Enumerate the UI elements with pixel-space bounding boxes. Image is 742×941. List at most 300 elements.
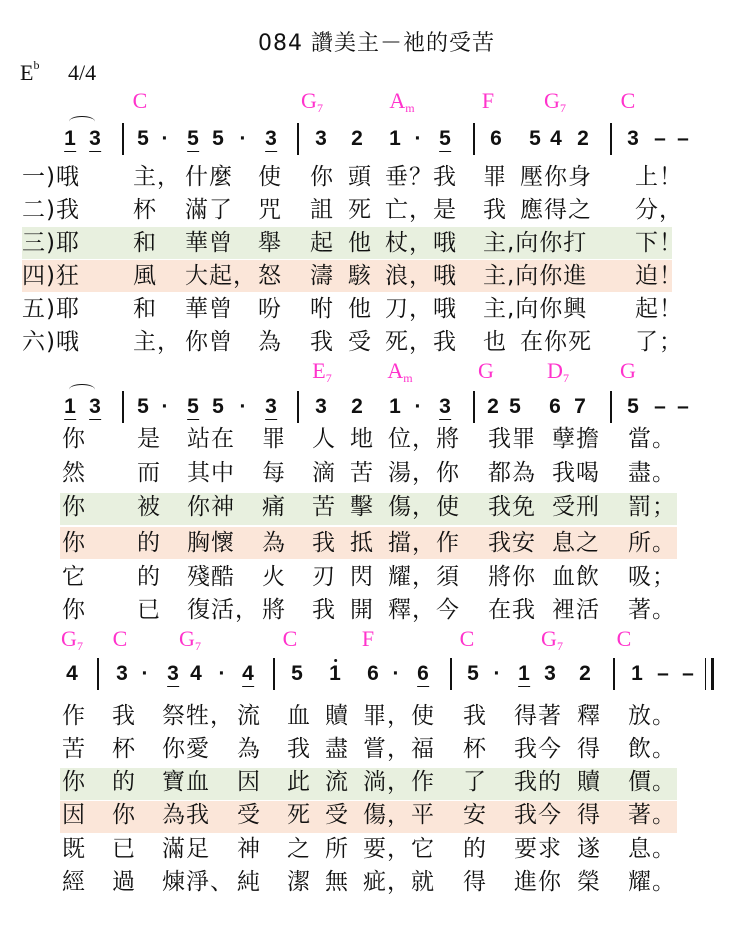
- chord-root: F: [481, 88, 495, 113]
- note: 3: [167, 662, 179, 685]
- note: 5: [291, 662, 303, 685]
- lyric-syllable: 息之: [552, 530, 600, 556]
- lyric-syllable: 已: [137, 597, 161, 623]
- chord-label: [460, 626, 475, 652]
- lyric-syllable: 你: [62, 426, 86, 452]
- chord-quality: m: [405, 101, 415, 115]
- lyric-syllable: 我: [312, 530, 336, 556]
- lyric-syllable: 杯: [133, 197, 157, 223]
- lyric-syllable: 得: [463, 869, 487, 895]
- lyric-syllable: 我: [463, 703, 487, 729]
- lyric-syllable: 之: [287, 836, 311, 862]
- note: 3: [439, 395, 451, 418]
- lyric-syllable: 他: [348, 230, 372, 256]
- lyric-syllable: 我今: [514, 736, 562, 762]
- lyric-syllable: 每: [262, 460, 286, 486]
- lyric-syllable: 主,向你興: [483, 296, 588, 322]
- bar-line: [122, 123, 124, 155]
- lyric-syllable: 得: [577, 802, 601, 828]
- lyric-syllable: 死: [287, 802, 311, 828]
- lyric-syllable: 咒: [258, 197, 282, 223]
- lyric-syllable: 主,向你進: [483, 263, 588, 289]
- note: 1: [64, 127, 76, 150]
- lyric-syllable: 要，它: [363, 836, 435, 862]
- lyric-syllable: 當。: [628, 426, 676, 452]
- lyric-syllable: 胸懷: [187, 530, 235, 556]
- chord-quality: 7: [559, 101, 566, 115]
- lyric-syllable: 經: [62, 869, 86, 895]
- lyric-syllable: 迫！: [635, 263, 683, 289]
- chord-quality: 7: [76, 639, 83, 653]
- note: 3: [315, 395, 327, 418]
- lyric-syllable: 死: [348, 197, 372, 223]
- lyric-syllable: 你愛: [162, 736, 210, 762]
- bar-line: [473, 391, 475, 423]
- lyric-syllable: 壓你身: [520, 164, 592, 190]
- lyric-syllable: 將你: [488, 564, 536, 590]
- lyric-syllable: 吸；: [628, 564, 676, 590]
- lyric-syllable: 血: [287, 703, 311, 729]
- lyric-syllable: 作: [62, 703, 86, 729]
- lyric-syllable: 裡活: [552, 597, 600, 623]
- lyric-syllable: 死，我: [385, 329, 457, 355]
- lyric-syllable: 此: [287, 769, 311, 795]
- dot-duration: ·: [414, 395, 422, 418]
- chord-label: [544, 88, 566, 114]
- lyric-syllable: 耀。: [628, 869, 676, 895]
- lyric-syllable: 什麼: [185, 164, 233, 190]
- chord-root: G: [541, 626, 557, 651]
- lyric-syllable: 苦: [62, 736, 86, 762]
- lyric-syllable: 濤: [310, 263, 334, 289]
- key-signature: [20, 60, 39, 86]
- lyric-syllable: 亡，是: [385, 197, 457, 223]
- chord-label: [362, 626, 374, 652]
- lyric-syllable: 它: [62, 564, 86, 590]
- lyric-syllable: 純: [237, 869, 261, 895]
- lyric-syllable: 是: [137, 426, 161, 452]
- lyric-syllable: 駭: [348, 263, 372, 289]
- lyric-syllable: 分，: [635, 197, 683, 223]
- chord-quality: m: [403, 371, 413, 385]
- lyric-syllable: 的: [137, 530, 161, 556]
- lyric-syllable: 疵，就: [363, 869, 435, 895]
- dot-duration: ·: [239, 127, 247, 150]
- note: 4: [550, 127, 562, 150]
- note: 5: [137, 395, 149, 418]
- lyric-syllable: 舉: [258, 230, 282, 256]
- lyric-syllable: 流: [237, 703, 261, 729]
- lyric-syllable: 其中: [187, 460, 235, 486]
- lyric-syllable: 孽擔: [552, 426, 600, 452]
- lyric-syllable: 罪: [483, 164, 507, 190]
- note: 1: [64, 395, 76, 418]
- lyric-syllable: 受: [237, 802, 261, 828]
- lyric-syllable: 都為: [488, 460, 536, 486]
- chord-root: G: [301, 88, 317, 113]
- note: 2: [351, 395, 363, 418]
- lyric-syllable: 咐: [310, 296, 334, 322]
- lyric-syllable: 傷，使: [388, 494, 460, 520]
- dot-duration: ·: [493, 662, 501, 685]
- dash-sustain: –: [682, 662, 694, 685]
- lyric-syllable: 寶血: [162, 769, 210, 795]
- lyric-syllable: 復活，: [187, 597, 259, 623]
- lyric-syllable: 抵: [350, 530, 374, 556]
- chord-label: [478, 358, 494, 384]
- lyric-syllable: 榮: [577, 869, 601, 895]
- chord-root: F: [361, 626, 375, 651]
- note: 4: [242, 662, 254, 685]
- lyric-syllable: 然: [62, 460, 86, 486]
- lyric-syllable: 受: [325, 802, 349, 828]
- lyric-syllable: 我的: [514, 769, 562, 795]
- lyric-syllable: 所。: [628, 530, 676, 556]
- lyric-syllable: 吩: [258, 296, 282, 322]
- lyric-syllable: 嘗，福: [363, 736, 435, 762]
- note: 1: [329, 662, 341, 685]
- note: 3: [265, 395, 277, 418]
- note: 4: [190, 662, 202, 685]
- lyric-syllable: 位，將: [388, 426, 460, 452]
- chord-root: C: [112, 626, 128, 651]
- lyric-syllable: 盡。: [628, 460, 676, 486]
- lyric-syllable: 怒: [258, 263, 282, 289]
- lyric-syllable: 了；: [635, 329, 683, 355]
- chord-quality: 7: [316, 101, 323, 115]
- lyric-syllable: 既: [62, 836, 86, 862]
- lyric-syllable: 主,向你打: [483, 230, 588, 256]
- lyric-syllable: 起: [310, 230, 334, 256]
- lyric-syllable: 應得之: [520, 197, 592, 223]
- note: 1: [631, 662, 643, 685]
- dash-sustain: –: [654, 127, 666, 150]
- note: 3: [544, 662, 556, 685]
- dash-sustain: –: [677, 395, 689, 418]
- lyric-syllable: 而: [137, 460, 161, 486]
- chord-root: G: [478, 358, 494, 383]
- lyric-syllable: 放。: [628, 703, 676, 729]
- chord-label: [389, 88, 414, 114]
- note: 3: [265, 127, 277, 150]
- lyric-syllable: 我喝: [552, 460, 600, 486]
- key-note: E: [20, 60, 34, 85]
- note: 5: [137, 127, 149, 150]
- dash-sustain: –: [654, 395, 666, 418]
- lyric-syllable: 二)我: [22, 197, 80, 223]
- chord-label: [387, 358, 412, 384]
- bar-line: [297, 391, 299, 423]
- note: 7: [574, 395, 586, 418]
- note: 1: [389, 127, 401, 150]
- lyric-syllable: 杯: [112, 736, 136, 762]
- bar-line: [273, 658, 275, 690]
- lyric-syllable: 苦: [312, 494, 336, 520]
- lyric-syllable: 四)狂: [22, 263, 80, 289]
- lyric-syllable: 你曾: [185, 329, 233, 355]
- bar-line: [450, 658, 452, 690]
- lyric-syllable: 擊: [350, 494, 374, 520]
- chord-root: C: [132, 88, 148, 113]
- lyric-syllable: 已: [112, 836, 136, 862]
- lyric-syllable: 你神: [187, 494, 235, 520]
- lyric-syllable: 將: [262, 597, 286, 623]
- note: 1: [518, 662, 530, 685]
- dot-duration: ·: [239, 395, 247, 418]
- chord-quality: 7: [562, 371, 569, 385]
- bar-line: [122, 391, 124, 423]
- lyric-syllable: 為: [258, 329, 282, 355]
- lyric-syllable: 殘酷: [187, 564, 235, 590]
- lyric-syllable: 神: [237, 836, 261, 862]
- lyric-syllable: 為: [237, 736, 261, 762]
- lyric-syllable: 你: [62, 530, 86, 556]
- lyric-syllable: 的: [137, 564, 161, 590]
- chord-root: G: [544, 88, 560, 113]
- lyric-syllable: 耀，須: [388, 564, 460, 590]
- lyric-syllable: 你: [62, 597, 86, 623]
- lyric-syllable: 罪，使: [363, 703, 435, 729]
- lyric-syllable: 價。: [628, 769, 676, 795]
- lyric-syllable: 盡: [325, 736, 349, 762]
- lyric-syllable: 我: [112, 703, 136, 729]
- lyric-syllable: 我今: [514, 802, 562, 828]
- lyric-syllable: 杯: [463, 736, 487, 762]
- chord-quality: 7: [325, 371, 332, 385]
- lyric-syllable: 主，: [133, 329, 181, 355]
- bar-line: [297, 123, 299, 155]
- slur-mark: [69, 384, 95, 395]
- lyric-syllable: 我: [287, 736, 311, 762]
- lyric-syllable: 和: [133, 296, 157, 322]
- lyric-syllable: 過: [112, 869, 136, 895]
- lyric-syllable: 使: [258, 164, 282, 190]
- lyric-syllable: 流: [325, 769, 349, 795]
- chord-root: G: [620, 358, 636, 383]
- lyric-syllable: 在你死: [520, 329, 592, 355]
- lyric-syllable: 的: [463, 836, 487, 862]
- lyric-syllable: 閃: [350, 564, 374, 590]
- chord-label: [620, 358, 636, 384]
- chord-quality: 7: [556, 639, 563, 653]
- lyric-syllable: 你: [62, 494, 86, 520]
- note: 2: [487, 395, 499, 418]
- chord-label: [283, 626, 298, 652]
- note: 3: [89, 395, 101, 418]
- lyric-syllable: 因: [237, 769, 261, 795]
- lyric-syllable: 被: [137, 494, 161, 520]
- lyric-syllable: 刃: [312, 564, 336, 590]
- lyric-syllable: 苦: [350, 460, 374, 486]
- lyric-syllable: 人: [312, 426, 336, 452]
- lyric-syllable: 頭: [348, 164, 372, 190]
- lyric-syllable: 釋，今: [388, 597, 460, 623]
- bar-line: [473, 123, 475, 155]
- lyric-syllable: 和: [133, 230, 157, 256]
- lyric-syllable: 垂？我: [385, 164, 457, 190]
- note: 5: [187, 395, 199, 418]
- lyric-syllable: 我: [483, 197, 507, 223]
- dot-duration: ·: [161, 395, 169, 418]
- lyric-syllable: 因: [62, 802, 86, 828]
- note: 5: [509, 395, 521, 418]
- chord-root: C: [620, 88, 636, 113]
- note: 2: [577, 127, 589, 150]
- chord-label: [617, 626, 632, 652]
- chord-root: D: [547, 358, 563, 383]
- chord-root: A: [389, 88, 406, 113]
- lyric-syllable: 我: [310, 329, 334, 355]
- lyric-syllable: 杖，哦: [385, 230, 457, 256]
- lyric-syllable: 遂: [577, 836, 601, 862]
- chord-label: [113, 626, 128, 652]
- dot-duration: ·: [414, 127, 422, 150]
- bar-line: [613, 658, 615, 690]
- lyric-syllable: 大起，: [185, 263, 257, 289]
- time-signature: 4/4: [68, 60, 97, 85]
- lyric-syllable: 他: [348, 296, 372, 322]
- lyric-syllable: 滴: [312, 460, 336, 486]
- lyric-syllable: 站在: [187, 426, 235, 452]
- lyric-syllable: 受刑: [552, 494, 600, 520]
- lyric-syllable: 華曾: [185, 296, 233, 322]
- lyric-syllable: 滿了: [185, 197, 233, 223]
- lyric-syllable: 一)哦: [22, 164, 80, 190]
- chord-quality: 7: [194, 639, 201, 653]
- chord-root: E: [312, 358, 326, 383]
- note: 3: [627, 127, 639, 150]
- note: 6: [549, 395, 561, 418]
- note: 5: [212, 395, 224, 418]
- dash-sustain: –: [657, 662, 669, 685]
- lyric-syllable: 痛: [262, 494, 286, 520]
- lyric-syllable: 的: [112, 769, 136, 795]
- chord-label: [482, 88, 494, 114]
- lyric-syllable: 我安: [488, 530, 536, 556]
- lyric-syllable: 我免: [488, 494, 536, 520]
- lyric-syllable: 傷，平: [363, 802, 435, 828]
- lyric-syllable: 贖: [577, 769, 601, 795]
- dot-duration: ·: [392, 662, 400, 685]
- note: 5: [529, 127, 541, 150]
- lyric-syllable: 得: [577, 736, 601, 762]
- chord-label: [301, 88, 323, 114]
- lyric-syllable: 要求: [514, 836, 562, 862]
- lyric-syllable: 進你: [514, 869, 562, 895]
- lyric-syllable: 三)耶: [22, 230, 80, 256]
- dot-duration: ·: [141, 662, 149, 685]
- chord-root: C: [616, 626, 632, 651]
- note: 6: [490, 127, 502, 150]
- chord-label: [179, 626, 201, 652]
- chord-root: G: [61, 626, 77, 651]
- lyric-syllable: 罰；: [628, 494, 676, 520]
- lyric-syllable: 地: [350, 426, 374, 452]
- chord-root: C: [459, 626, 475, 651]
- lyric-syllable: 六)哦: [22, 329, 80, 355]
- lyric-syllable: 罪: [262, 426, 286, 452]
- lyric-syllable: 煉淨、: [162, 869, 234, 895]
- lyric-syllable: 在我: [488, 597, 536, 623]
- lyric-syllable: 火: [262, 564, 286, 590]
- lyric-syllable: 五)耶: [22, 296, 80, 322]
- bar-line: [97, 658, 99, 690]
- lyric-syllable: 息。: [628, 836, 676, 862]
- dash-sustain: –: [677, 127, 689, 150]
- lyric-syllable: 祭牲，: [162, 703, 234, 729]
- note: 5: [467, 662, 479, 685]
- lyric-syllable: 湯，你: [388, 460, 460, 486]
- hymn-title: 084 讚美主－祂的受苦: [258, 31, 495, 56]
- lyric-syllable: 著。: [628, 597, 676, 623]
- lyric-syllable: 所: [325, 836, 349, 862]
- dot-duration: ·: [161, 127, 169, 150]
- bar-line: [610, 391, 612, 423]
- chord-label: [621, 88, 636, 114]
- lyric-syllable: 飲。: [628, 736, 676, 762]
- lyric-syllable: 淌，作: [363, 769, 435, 795]
- note: 3: [315, 127, 327, 150]
- chord-root: C: [282, 626, 298, 651]
- chord-label: [133, 88, 148, 114]
- lyric-syllable: 華曾: [185, 230, 233, 256]
- lyric-syllable: 得著: [514, 703, 562, 729]
- lyric-syllable: 起！: [635, 296, 683, 322]
- chord-root: G: [179, 626, 195, 651]
- lyric-syllable: 釋: [577, 703, 601, 729]
- lyric-syllable: 你: [112, 802, 136, 828]
- lyric-syllable: 血飲: [552, 564, 600, 590]
- note: 5: [439, 127, 451, 150]
- slur-mark: [69, 116, 95, 127]
- lyric-syllable: 詛: [310, 197, 334, 223]
- lyric-syllable: 刀，哦: [385, 296, 457, 322]
- chord-root: A: [387, 358, 404, 383]
- lyric-syllable: 主，: [133, 164, 181, 190]
- lyric-syllable: 你: [62, 769, 86, 795]
- lyric-syllable: 擋，作: [388, 530, 460, 556]
- note: 2: [579, 662, 591, 685]
- note: 3: [116, 662, 128, 685]
- lyric-syllable: 浪，哦: [385, 263, 457, 289]
- lyric-syllable: 了: [463, 769, 487, 795]
- lyric-syllable: 我: [312, 597, 336, 623]
- note: 2: [351, 127, 363, 150]
- lyric-syllable: 為: [262, 530, 286, 556]
- lyric-syllable: 上！: [635, 164, 683, 190]
- lyric-syllable: 安: [463, 802, 487, 828]
- note: 5: [627, 395, 639, 418]
- lyric-syllable: 下！: [635, 230, 683, 256]
- lyric-syllable: 無: [325, 869, 349, 895]
- lyric-syllable: 為我: [162, 802, 210, 828]
- lyric-syllable: 贖: [325, 703, 349, 729]
- lyric-syllable: 開: [350, 597, 374, 623]
- lyric-syllable: 受: [348, 329, 372, 355]
- lyric-syllable: 著。: [628, 802, 676, 828]
- lyric-syllable: 你: [310, 164, 334, 190]
- note: 3: [89, 127, 101, 150]
- note: 6: [417, 662, 429, 685]
- chord-label: [541, 626, 563, 652]
- dot-duration: ·: [218, 662, 226, 685]
- lyric-syllable: 潔: [287, 869, 311, 895]
- lyric-syllable: 也: [483, 329, 507, 355]
- note: 5: [212, 127, 224, 150]
- lyric-syllable: 滿足: [162, 836, 210, 862]
- chord-label: [547, 358, 569, 384]
- note: 5: [187, 127, 199, 150]
